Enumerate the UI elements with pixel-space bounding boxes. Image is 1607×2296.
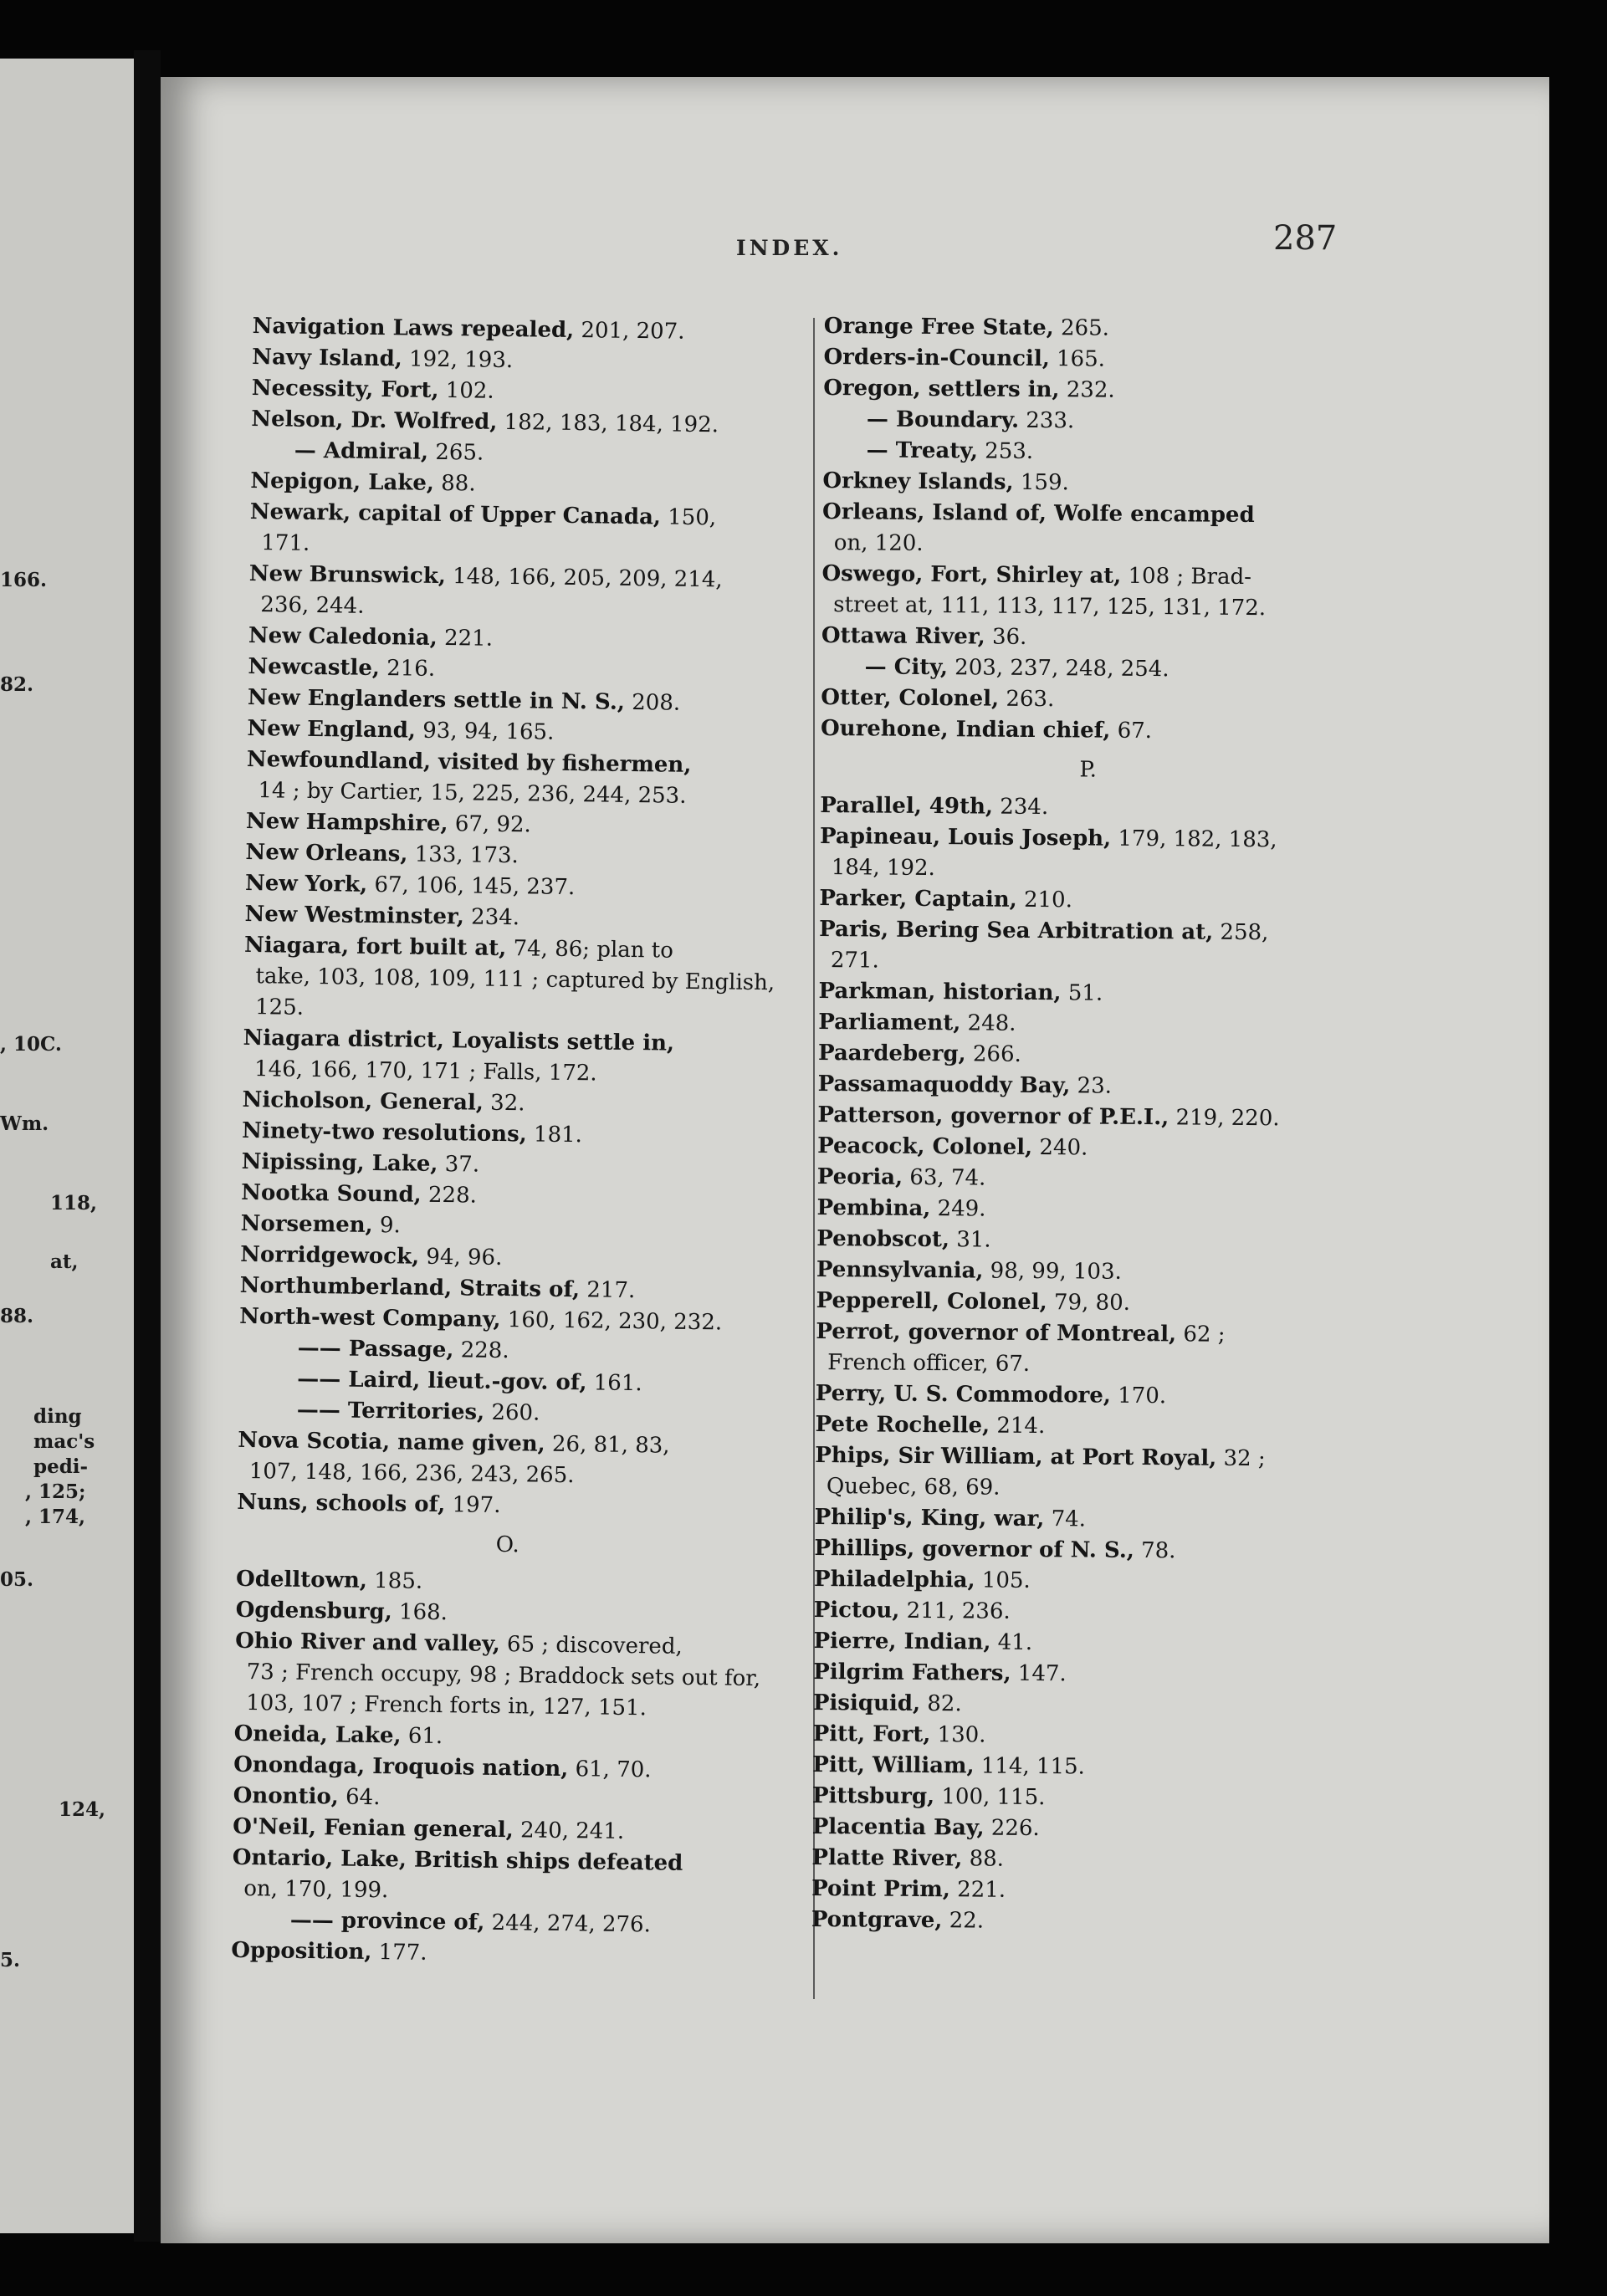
index-entry-locators: 88. (962, 1846, 1005, 1872)
index-entry-locators: 249. (930, 1196, 986, 1222)
index-entry (811, 1905, 1347, 1940)
index-entry-heading: Philadelphia, (813, 1566, 975, 1593)
index-entry-heading: Pennsylvania, (816, 1256, 984, 1284)
index-entry-heading: New Hampshire, (245, 808, 448, 837)
index-entry (816, 1317, 1352, 1383)
index-entry-heading: Parkman, historian, (818, 978, 1062, 1006)
index-entry-heading: Peacock, Colonel, (817, 1133, 1033, 1160)
index-entry-locators: 210. (1016, 887, 1073, 913)
index-entry-locators: 114, 115. (974, 1753, 1085, 1780)
index-entry-heading: —— Laird, lieut.-gov. of, (297, 1366, 587, 1396)
index-entry-locators: 159. (1013, 469, 1069, 496)
index-entry-heading: Ninety-two resolutions, (241, 1117, 527, 1148)
index-entry-heading: Platte River, (811, 1844, 963, 1872)
index-entry-locators: 88. (433, 470, 476, 497)
index-entry-locators: 221. (949, 1877, 1006, 1903)
index-entry (824, 311, 1359, 346)
index-entry-continuation: Quebec, 68, 69. (826, 1474, 1001, 1501)
index-entry-locators: 201, 207. (574, 318, 685, 345)
index-entry-locators: 208. (624, 689, 681, 716)
index-entry-locators: 221. (437, 625, 494, 652)
index-entry-locators: 170. (1110, 1383, 1167, 1409)
index-entry-heading: Nootka Sound, (241, 1179, 422, 1208)
index-entry (814, 1564, 1349, 1599)
index-entry-continuation: take, 103, 108, 109, 111 ; captured by English, 125. (254, 964, 775, 1020)
index-entry-continuation: 73 ; French occupy, 98 ; Braddock sets out for, 103, 107 ; French forts in, 127, 151. (246, 1659, 761, 1721)
running-head: INDEX. (736, 236, 843, 260)
index-entry-locators: 240, 241. (513, 1818, 625, 1844)
index-entry-locators: 67, 106, 145, 237. (366, 872, 576, 901)
index-entry-locators: 192, 193. (402, 346, 514, 374)
index-entry-heading: Norsemen, (240, 1210, 373, 1238)
index-entry (814, 1595, 1349, 1630)
index-entry-heading: Ottawa River, (821, 622, 985, 650)
index-entry-heading: Newcastle, (248, 653, 381, 682)
index-entry (814, 1533, 1349, 1568)
index-entry-locators: 23. (1070, 1073, 1113, 1099)
index-entry (815, 1440, 1351, 1506)
index-entry-locators: 219, 220. (1169, 1105, 1280, 1132)
index-entry-locators: 228. (421, 1182, 478, 1209)
index-entry-heading: —— Territories, (296, 1397, 485, 1425)
index-entry (234, 1626, 777, 1726)
index-entry-heading: North-west Company, (239, 1303, 501, 1332)
index-entry-heading: Pisiquid, (812, 1690, 921, 1716)
index-entry (813, 1626, 1349, 1661)
index-entry-locators: 258, (1213, 919, 1269, 946)
index-entry-locators: 214. (990, 1413, 1046, 1439)
index-entry-heading: — Boundary. (866, 407, 1020, 433)
index-entry-locators: 74. (1044, 1506, 1087, 1532)
index-entry-heading: Pembina, (816, 1194, 931, 1222)
index-entry-locators: 233. (1018, 407, 1075, 434)
index-entry-locators: 234. (463, 904, 520, 931)
index-entry-heading: Nepigon, Lake, (250, 468, 435, 496)
index-entry-locators: 67. (1110, 718, 1153, 744)
index-entry (823, 404, 1359, 439)
index-entry-heading: New Englanders settle in N. S., (247, 684, 626, 715)
index-entry-heading: —— province of, (289, 1907, 485, 1935)
index-entry-locators: 185. (366, 1567, 423, 1594)
index-entry (246, 744, 789, 813)
index-entry (238, 1425, 780, 1494)
index-entry-heading: Navy Island, (252, 344, 403, 372)
previous-page-text-fragment: Wm. (0, 1112, 49, 1135)
index-entry-heading: New England, (247, 715, 417, 744)
previous-page-text-fragment: 05. (0, 1568, 34, 1591)
index-entry-continuation: 271. (830, 948, 879, 974)
index-entry-locators: 266. (965, 1041, 1021, 1067)
index-entry-locators: 168. (392, 1599, 448, 1626)
previous-page-text-fragment: 5. (0, 1949, 21, 1971)
index-entry-locators: 78. (1134, 1537, 1176, 1564)
index-entry (821, 621, 1357, 656)
index-entry (818, 976, 1354, 1011)
index-entry-locators: 130. (930, 1722, 986, 1748)
index-entry (816, 1378, 1351, 1414)
index-entry (816, 1224, 1352, 1259)
index-entry-heading: — Treaty, (866, 437, 979, 464)
index-entry-locators: 165. (1049, 346, 1106, 372)
index-entry-heading: Ogdensburg, (235, 1597, 392, 1625)
index-entry (821, 713, 1356, 749)
index-entry-locators: 51. (1061, 980, 1103, 1006)
index-entry-locators: 248. (960, 1010, 1016, 1036)
index-entry-heading: Point Prim, (811, 1875, 951, 1903)
index-entry-heading: Paardeberg, (817, 1040, 966, 1067)
index-entry-continuation: on, 170, 199. (243, 1876, 389, 1904)
index-entry-locators: 32 ; (1216, 1445, 1266, 1472)
index-entry-continuation: 146, 166, 170, 171 ; Falls, 172. (253, 1056, 597, 1087)
index-entry-heading: Nuns, schools of, (237, 1489, 446, 1518)
index-entry-locators: 67, 92. (448, 811, 531, 838)
index-entry (817, 1162, 1353, 1197)
index-entry-heading: Oregon, settlers in, (823, 375, 1060, 403)
index-entry-locators: 211, 236. (899, 1598, 1011, 1624)
index-entry-locators: 203, 237, 248, 254. (947, 655, 1169, 683)
index-entry-locators: 65 ; discovered, (499, 1632, 683, 1659)
index-entry (821, 559, 1358, 625)
index-entry-continuation: on, 120. (833, 530, 924, 556)
index-entry-locators: 133, 173. (407, 841, 519, 869)
index-entry (812, 1781, 1348, 1816)
index-entry-locators: 216. (379, 656, 436, 682)
index-section-letter: P. (1079, 757, 1098, 783)
index-entry-heading: Perrot, governor of Montreal, (816, 1318, 1177, 1347)
index-entry-locators: 22. (942, 1908, 985, 1934)
index-entry-continuation: French officer, 67. (827, 1350, 1031, 1377)
index-entry-heading: —— Passage, (297, 1335, 454, 1363)
index-entry-locators: 228. (453, 1337, 509, 1364)
index-entry (817, 1100, 1353, 1135)
index-entry-locators: 26, 81, 83, (545, 1431, 670, 1459)
index-column-left (231, 311, 795, 1973)
index-entry-heading: Ontario, Lake, British ships defeated (232, 1844, 683, 1876)
previous-page-text-fragment: pedi- (33, 1455, 89, 1478)
index-entry-heading: Pitt, William, (812, 1751, 975, 1779)
index-entry-locators: 147. (1011, 1660, 1067, 1687)
index-entry-heading: Phillips, governor of N. S., (814, 1535, 1134, 1563)
index-entry-locators: 61, 70. (568, 1757, 652, 1783)
index-entry-locators: 160, 162, 230, 232. (500, 1307, 723, 1336)
previous-page-text-fragment: at, (50, 1250, 79, 1273)
index-entry-heading: Onondaga, Iroquois nation, (233, 1751, 569, 1782)
index-entry-locators: 100, 115. (934, 1784, 1046, 1811)
index-entry-locators: 150, (660, 504, 717, 531)
index-entry-heading: Pictou, (813, 1597, 900, 1624)
index-entry-locators: 108 ; Brad- (1121, 563, 1252, 591)
index-entry-locators: 79, 80. (1047, 1290, 1131, 1316)
index-entry-heading: Papineau, Louis Joseph, (819, 823, 1112, 851)
previous-page-text-fragment: 124, (59, 1798, 106, 1821)
index-entry (816, 1255, 1352, 1290)
index-entry-locators: 161. (586, 1370, 642, 1397)
previous-page-text-fragment: 118, (50, 1192, 98, 1214)
index-entry-locators: 177. (371, 1940, 427, 1966)
index-entry-heading: Otter, Colonel, (821, 684, 1000, 712)
index-entry-locators: 260. (484, 1399, 540, 1426)
index-entry (232, 1843, 775, 1911)
index-entry (812, 1812, 1348, 1847)
index-entry-heading: Peoria, (816, 1163, 903, 1190)
index-entry-heading: Newfoundland, visited by fishermen, (246, 746, 692, 778)
index-entry (815, 1502, 1350, 1537)
index-entry (815, 1409, 1350, 1445)
index-entry (249, 497, 792, 565)
index-entry-locators: 217. (579, 1277, 636, 1304)
index-entry-heading: Paris, Bering Sea Arbitration at, (819, 916, 1214, 945)
index-entry-locators: 179, 182, 183, (1111, 826, 1277, 853)
index-entry-heading: Philip's, King, war, (814, 1504, 1045, 1532)
index-entry-heading: Parker, Captain, (819, 885, 1017, 913)
index-entry-locators: 232. (1059, 377, 1115, 403)
index-entry-locators: 64. (338, 1784, 381, 1811)
index-entry-heading: O'Neil, Fenian general, (233, 1813, 514, 1843)
index-entry-heading: Necessity, Fort, (251, 375, 439, 403)
index-entry-locators: 102. (438, 377, 494, 404)
index-entry-heading: Pittsburg, (811, 1782, 935, 1810)
index-entry (818, 1038, 1354, 1073)
index-entry (820, 821, 1356, 887)
index-entry-heading: Nova Scotia, name given, (238, 1427, 545, 1457)
index-entry (823, 342, 1359, 377)
index-entry-heading: Phips, Sir William, at Port Royal, (815, 1442, 1217, 1471)
index-entry-locators: 63, 74. (902, 1164, 986, 1191)
index-entry-heading: Ohio River and valley, (234, 1628, 500, 1658)
index-entry-locators: 244, 274, 276. (484, 1910, 652, 1938)
index-entry (816, 1193, 1352, 1228)
index-entry (813, 1688, 1349, 1723)
page-number: 287 (1273, 219, 1338, 258)
index-entry-heading: Pitt, Fort, (812, 1721, 931, 1748)
index-entry-continuation: 184, 192. (831, 855, 935, 882)
index-entry-heading: Nicholson, General, (242, 1087, 484, 1116)
index-entry-locators: 32. (483, 1090, 525, 1117)
index-entry-heading: Parliament, (818, 1009, 961, 1036)
index-entry-heading: Pontgrave, (811, 1906, 943, 1934)
index-entry-heading: Niagara, fort built at, (243, 932, 507, 962)
index-entry-locators: 253. (977, 438, 1034, 464)
index-entry-locators: 93, 94, 165. (415, 718, 555, 745)
index-entry-heading: New Caledonia, (248, 622, 438, 651)
index-entry (821, 683, 1356, 718)
index-entry (816, 1286, 1352, 1321)
index-column-right (811, 311, 1359, 1940)
index-entry-locators: 41. (990, 1629, 1033, 1656)
index-entry-heading: — Admiral, (294, 437, 429, 465)
previous-page-text-fragment: mac's (33, 1430, 95, 1453)
index-entry-heading: Passamaquoddy Bay, (817, 1071, 1071, 1099)
index-entry-locators: 265. (427, 439, 484, 466)
index-entry-locators: 263. (998, 686, 1055, 713)
index-entry-locators: 240. (1032, 1134, 1088, 1161)
index-entry-heading: New Orleans, (245, 839, 408, 867)
previous-page-text-fragment: ding (33, 1405, 82, 1428)
index-entry-locators: 62 ; (1176, 1322, 1226, 1347)
index-entry (819, 914, 1355, 980)
index-entry-heading: New York, (244, 870, 368, 897)
index-entry-locators: 61. (401, 1723, 443, 1750)
index-entry (812, 1719, 1348, 1754)
index-entry-heading: Navigation Laws repealed, (252, 313, 575, 344)
index-entry-locators: 37. (438, 1151, 480, 1178)
index-entry-heading: Parallel, 49th, (820, 792, 994, 820)
index-entry (813, 1657, 1349, 1692)
index-entry-heading: Pepperell, Colonel, (816, 1287, 1047, 1316)
index-entry-heading: Ourehone, Indian chief, (820, 715, 1111, 744)
index-entry-heading: New Brunswick, (248, 560, 447, 590)
index-entry-locators: 181. (526, 1122, 583, 1148)
index-entry (822, 466, 1358, 501)
book-gutter (134, 50, 161, 2242)
index-entry-heading: Odelltown, (235, 1566, 368, 1593)
index-entry (243, 1023, 786, 1092)
index-entry-locators: 9. (372, 1212, 401, 1239)
previous-page-text-fragment: 82. (0, 673, 34, 696)
index-entry-heading: Pilgrim Fathers, (813, 1659, 1011, 1686)
index-entry-locators: 31. (949, 1227, 991, 1253)
index-entry-heading: Oswego, Fort, Shirley at, (821, 560, 1122, 589)
index-entry (818, 1007, 1354, 1042)
index-entry-heading: Patterson, governor of P.E.I., (817, 1102, 1169, 1131)
previous-page-text-fragment: , 174, (25, 1506, 86, 1528)
index-entry-locators: 74, 86; plan to (506, 936, 674, 964)
index-entry-heading: Orange Free State, (823, 313, 1054, 341)
index-entry-locators: 82. (919, 1690, 962, 1717)
index-entry-locators: 197. (445, 1492, 501, 1519)
index-entry-heading: Pete Rochelle, (815, 1411, 990, 1439)
index-entry (820, 790, 1355, 826)
index-entry (823, 435, 1359, 470)
index-entry (818, 1069, 1354, 1104)
previous-page-text-fragment: 88. (0, 1305, 34, 1327)
index-entry-heading: Northumberland, Straits of, (239, 1272, 581, 1303)
index-entry-heading: Orleans, Island of, Wolfe encamped (821, 499, 1255, 529)
index-entry-continuation: 107, 148, 166, 236, 243, 265. (248, 1459, 575, 1489)
index-entry-locators: 105. (975, 1567, 1031, 1593)
index-entry-heading: Perry, U. S. Commodore, (815, 1380, 1112, 1409)
index-section-letter: O. (495, 1532, 519, 1558)
index-entry (243, 930, 786, 1030)
index-entry-locators: 36. (985, 624, 1027, 650)
index-entry-heading: New Westminster, (244, 901, 465, 930)
index-entry-heading: — City, (864, 654, 949, 681)
index-entry-continuation: 14 ; by Cartier, 15, 225, 236, 244, 253. (258, 778, 687, 809)
index-entry-heading: Opposition, (231, 1937, 372, 1966)
index-entry-locators: 148, 166, 205, 209, 214, (445, 564, 723, 593)
index-entry-locators: 265. (1053, 315, 1110, 341)
index-entry-locators: 182, 183, 184, 192. (497, 409, 719, 438)
index-entry-heading: Oneida, Lake, (233, 1721, 402, 1749)
previous-page-text-fragment: , 10C. (0, 1033, 62, 1056)
index-entry-heading: Pierre, Indian, (813, 1628, 991, 1655)
index-entry-heading: Orkney Islands, (822, 468, 1014, 495)
index-entry-heading: Penobscot, (816, 1225, 950, 1253)
previous-page-text-fragment: , 125; (25, 1480, 86, 1503)
previous-page-text-fragment: 166. (0, 569, 48, 591)
index-entry (822, 497, 1359, 563)
index-entry (819, 883, 1354, 918)
index-entry (823, 373, 1359, 408)
index-entry-continuation: street at, 111, 113, 117, 125, 131, 172. (833, 592, 1267, 621)
index-entry-locators: 98, 99, 103. (983, 1258, 1122, 1285)
index-entry-heading: Orders-in-Council, (823, 344, 1050, 372)
index-entry (821, 652, 1357, 687)
index-entry-heading: Onontio, (233, 1782, 340, 1810)
index-entry (248, 559, 791, 627)
index-entry (811, 1874, 1347, 1909)
index-entry-heading: Norridgewock, (240, 1241, 420, 1270)
index-entry (811, 1843, 1347, 1878)
index-entry (812, 1750, 1348, 1785)
index-entry-continuation: 171. (261, 530, 310, 556)
index-entry-locators: 226. (984, 1815, 1040, 1842)
index-entry-heading: Nelson, Dr. Wolfred, (251, 406, 498, 435)
index-entry (237, 1487, 779, 1525)
index-entry-heading: Newark, capital of Upper Canada, (249, 499, 662, 530)
index-entry-heading: Niagara district, Loyalists settle in, (243, 1025, 675, 1056)
index-entry-heading: Placentia Bay, (811, 1813, 985, 1841)
index-entry-continuation: 236, 244. (260, 592, 365, 619)
previous-page-edge (0, 59, 134, 2233)
index-entry (817, 1131, 1353, 1166)
index-entry-locators: 94, 96. (418, 1244, 503, 1271)
index-entry-heading: Nipissing, Lake, (241, 1148, 438, 1177)
index-entry-locators: 234. (992, 794, 1049, 821)
